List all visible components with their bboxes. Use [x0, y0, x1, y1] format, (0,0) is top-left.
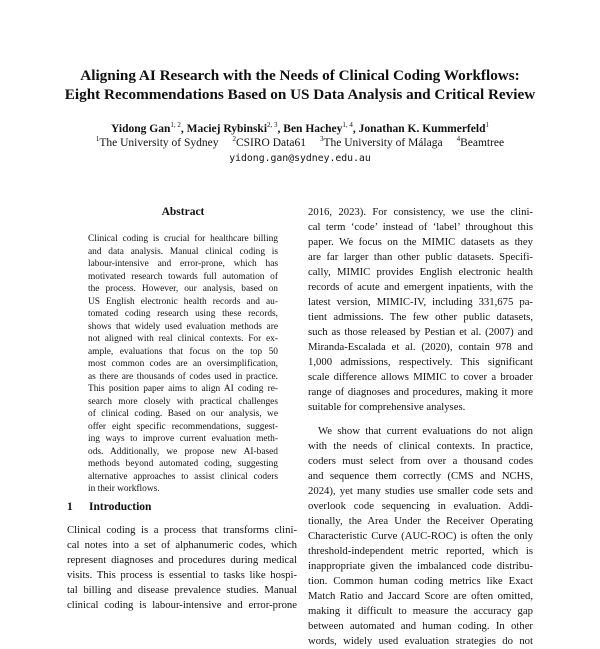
body-line: coders must select from over a thousand codes: [308, 455, 533, 467]
body-line: We show that current evaluations do not align: [318, 425, 533, 437]
author-name: Jonathan K. Kummerfeld: [358, 123, 486, 135]
body-line: latest version, MIMIC-IV, including 331,675 pa-: [308, 296, 533, 308]
author-email: yidong.gan@sydney.edu.au: [229, 153, 371, 164]
section-heading-introduction: [67, 501, 307, 513]
abstract-line: as there are thousands of codes used in practice.: [88, 371, 278, 382]
section-title: Introduction: [89, 501, 152, 513]
abstract-body: [88, 233, 278, 496]
body-line: with the needs of clinical contexts. In practice,: [308, 440, 533, 452]
body-line: words, widely used evaluation strategies do not: [308, 635, 533, 647]
abstract-line: most common codes are an oversimplification,: [88, 359, 278, 369]
body-line: and sequence them correctly (CMS and NCHS,: [308, 470, 533, 482]
body-line: making it difficult to measure the accuracy gap: [308, 605, 533, 617]
author-separator: ,: [180, 123, 187, 135]
author-affiliation-marker: 1: [485, 121, 489, 130]
author-list: [20, 122, 580, 137]
abstract-line: search more closely with practical challenges: [88, 396, 278, 407]
abstract-line: motivated research towards full automation of: [88, 271, 278, 282]
body-line: tal billing and disease prevalence studies. Manual: [67, 584, 297, 596]
affiliation-name: Beamtree: [460, 137, 505, 149]
body-line: are far larger than other public datasets. Specifi-: [308, 251, 533, 263]
abstract-line: labour-intensive and error-prone, which has: [88, 259, 278, 269]
affiliation-marker: 2: [232, 135, 236, 144]
body-line: threshold-independent metric reported, which is: [308, 545, 533, 557]
abstract-line: Clinical coding is crucial for healthcare billing: [88, 234, 278, 244]
body-line: Match Ratio and Jaccard Score are often omitted,: [308, 590, 533, 602]
title-line-1: Aligning AI Research with the Needs of Clinical Coding Workflows:: [80, 67, 520, 84]
body-line: 2016, 2023). For consistency, we use the clini-: [308, 206, 533, 218]
body-line: Clinical coding is a process that transforms clini-: [67, 524, 297, 536]
author-name: Yidong Gan: [111, 123, 171, 135]
abstract-heading: Abstract: [161, 206, 205, 218]
body-line: cal notes into a set of alphanumeric codes, which: [67, 539, 297, 551]
author-separator: ,: [277, 123, 284, 135]
body-line: visits. This process is essential to tasks like hospi-: [67, 569, 297, 581]
abstract-line: shows that widely used evaluation methods are: [88, 321, 278, 332]
affiliation-marker: 3: [319, 135, 324, 144]
body-line: represent diagnoses and procedures during medical: [67, 554, 297, 566]
abstract-line: tomated coding research using these records,: [88, 309, 278, 319]
abstract-line: and data analysis. Manual clinical coding is: [88, 246, 278, 257]
body-line: such as those released by Pestian et al. (2007) and: [308, 326, 533, 338]
abstract-line: in their workflows.: [88, 484, 160, 494]
paper-title: [40, 66, 560, 104]
body-line: Miranda-Escalada et al. (2020), contain 978 and: [308, 341, 533, 353]
body-line: 2024), yet many studies use smaller code sets and: [308, 485, 533, 497]
abstract-line: US English electronic health records and au-: [88, 296, 278, 307]
body-line: 1,000 admissions, respectively. This significant: [308, 356, 533, 368]
body-line: tion. Common human coding metrics like Exact: [308, 575, 533, 587]
abstract-line: of clinical coding. Based on our analysis, we: [88, 409, 278, 419]
body-line: tient admissions. The few other public datasets,: [308, 311, 533, 323]
abstract-line: This position paper aims to align AI coding re-: [88, 384, 278, 394]
title-line-2: Eight Recommendations Based on US Data Analysis and Critical Review: [64, 86, 536, 103]
abstract-line: ample, evaluations that focus on the top 50: [88, 346, 278, 357]
affiliation-marker: 4: [456, 135, 461, 144]
author-separator: ,: [352, 123, 359, 135]
body-line: overlook code sequencing in evaluation. Addi-: [308, 500, 533, 512]
body-line: tionally, the Area Under the Receiver Operating: [308, 515, 533, 527]
abstract-line: ing ways to improve current evaluation meth-: [88, 434, 278, 444]
affiliation-marker: 1: [95, 135, 100, 144]
body-line: cal term ‘code’ instead of ‘label’ throughout this: [308, 221, 533, 233]
abstract-line: not aligned with real clinical contexts. For ex-: [88, 334, 278, 344]
body-line: range of diagnoses and procedures, making it more: [308, 386, 533, 398]
abstract-line: alternative approaches to assist clinical coders: [88, 471, 278, 482]
abstract-line: the process. However, our analysis, based on: [88, 284, 278, 294]
body-line: scale difference allows MIMIC to cover a broader: [308, 371, 533, 383]
affiliation-name: The University of Sydney: [99, 137, 219, 149]
abstract-line: offer eight specific recommendations, suggest-: [88, 421, 278, 432]
affiliation-name: CSIRO Data61: [235, 137, 306, 149]
abstract-line: ods. Additionally, we propose new AI-based: [88, 446, 278, 457]
body-line: cally, MIMIC provides English electronic health: [308, 266, 533, 278]
body-line: clinical coding is labour-intensive and error-prone: [67, 599, 297, 611]
right-column-body: [308, 205, 533, 649]
body-line: paper. We focus on the MIMIC datasets as they: [308, 236, 533, 248]
affiliation-name: The University of Málaga: [323, 137, 443, 149]
author-affiliation-marker: 1, 2: [170, 121, 181, 130]
body-line: Characteristic Curve (AUC-ROC) is often the only: [308, 530, 533, 542]
body-line: suitable for comprehensive analyses.: [308, 401, 466, 413]
affiliation-list: [20, 136, 580, 151]
body-line: between automated and human coding. In other: [308, 620, 533, 632]
author-affiliation-marker: 1, 4: [342, 121, 353, 130]
author-affiliation-marker: 2, 3: [267, 121, 278, 130]
section-number: 1: [67, 501, 73, 513]
body-line: records of acute and emergent inpatients, with the: [308, 281, 533, 293]
author-name: Ben Hachey: [283, 123, 343, 135]
body-line: inappropriate given the imbalanced code distribu-: [308, 560, 533, 572]
abstract-line: methods beyond automated coding, suggesting: [88, 459, 278, 469]
author-name: Maciej Rybinski: [186, 123, 268, 135]
